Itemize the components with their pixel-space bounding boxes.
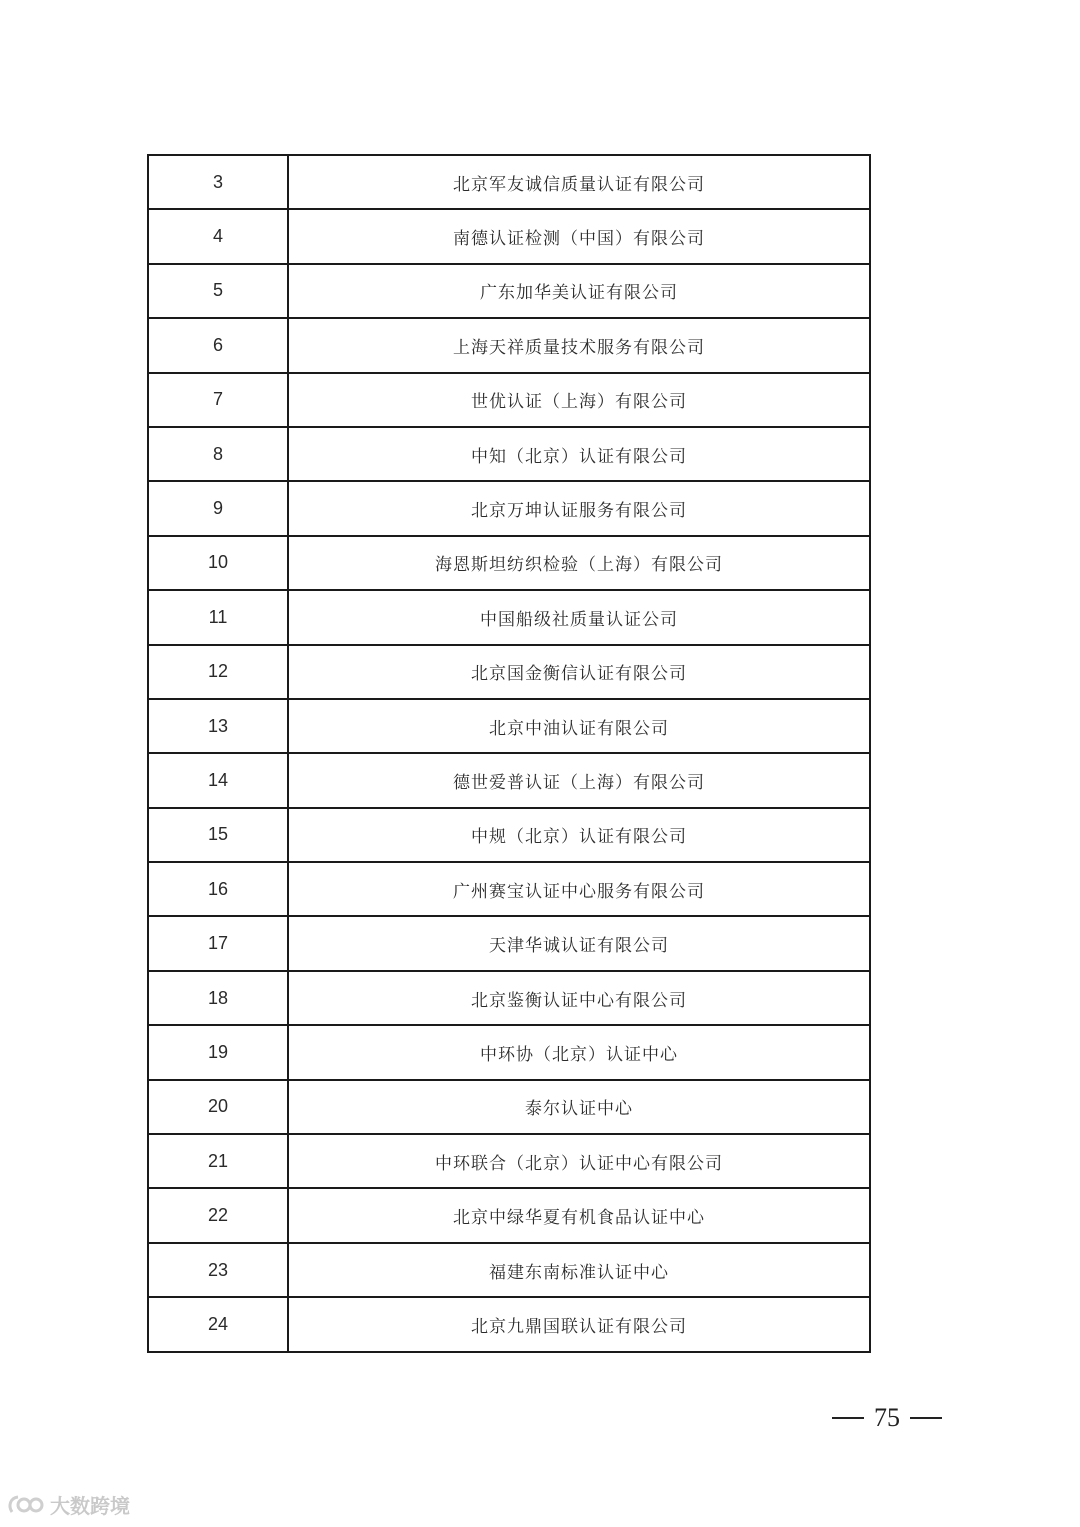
company-name: 中环协（北京）认证中心: [288, 1025, 870, 1079]
row-number: 15: [148, 808, 288, 862]
row-number: 13: [148, 699, 288, 753]
row-number: 5: [148, 264, 288, 318]
row-number: 14: [148, 753, 288, 807]
company-name: 北京中绿华夏有机食品认证中心: [288, 1188, 870, 1242]
table-row: [148, 590, 870, 644]
table-row: [148, 427, 870, 481]
row-number: 3: [148, 155, 288, 209]
table-row: [148, 1188, 870, 1242]
table-row: [148, 209, 870, 263]
table-row: [148, 481, 870, 535]
table-row: [148, 753, 870, 807]
page-number: [832, 1403, 942, 1433]
table-row: [148, 1080, 870, 1134]
row-number: 24: [148, 1297, 288, 1351]
table-row: [148, 1025, 870, 1079]
row-number: 12: [148, 645, 288, 699]
table-row: [148, 862, 870, 916]
row-number: 7: [148, 373, 288, 427]
table-row: [148, 1243, 870, 1297]
company-name: 上海天祥质量技术服务有限公司: [288, 318, 870, 372]
table-row: [148, 808, 870, 862]
company-name: 南德认证检测（中国）有限公司: [288, 209, 870, 263]
row-number: 10: [148, 536, 288, 590]
company-name: 中规（北京）认证有限公司: [288, 808, 870, 862]
company-name: 北京万坤认证服务有限公司: [288, 481, 870, 535]
row-number: 23: [148, 1243, 288, 1297]
table-row: [148, 318, 870, 372]
table-row: [148, 971, 870, 1025]
company-name: 北京国金衡信认证有限公司: [288, 645, 870, 699]
row-number: 16: [148, 862, 288, 916]
row-number: 17: [148, 916, 288, 970]
row-number: 4: [148, 209, 288, 263]
company-name: 世优认证（上海）有限公司: [288, 373, 870, 427]
table-body: [148, 155, 870, 1352]
table-row: [148, 536, 870, 590]
watermark-logo-icon: [6, 1492, 46, 1518]
row-number: 6: [148, 318, 288, 372]
page-number-left-dash: [832, 1417, 864, 1419]
table-row: [148, 155, 870, 209]
company-name: 广州赛宝认证中心服务有限公司: [288, 862, 870, 916]
company-name: 北京鉴衡认证中心有限公司: [288, 971, 870, 1025]
company-name: 中知（北京）认证有限公司: [288, 427, 870, 481]
table-row: [148, 1297, 870, 1351]
certification-body-table: [147, 154, 871, 1353]
watermark-text: 大数跨境: [50, 1494, 130, 1518]
company-name: 中国船级社质量认证公司: [288, 590, 870, 644]
company-name: 德世爱普认证（上海）有限公司: [288, 753, 870, 807]
company-name: 泰尔认证中心: [288, 1080, 870, 1134]
row-number: 8: [148, 427, 288, 481]
row-number: 9: [148, 481, 288, 535]
company-name: 中环联合（北京）认证中心有限公司: [288, 1134, 870, 1188]
page-number-value: 75: [874, 1403, 900, 1432]
company-name: 北京军友诚信质量认证有限公司: [288, 155, 870, 209]
table-row: [148, 645, 870, 699]
company-name: 广东加华美认证有限公司: [288, 264, 870, 318]
company-name: 天津华诚认证有限公司: [288, 916, 870, 970]
company-name: 福建东南标准认证中心: [288, 1243, 870, 1297]
company-name: 北京中油认证有限公司: [288, 699, 870, 753]
table-row: [148, 1134, 870, 1188]
table-row: [148, 699, 870, 753]
row-number: 11: [148, 590, 288, 644]
row-number: 21: [148, 1134, 288, 1188]
row-number: 18: [148, 971, 288, 1025]
table-row: [148, 264, 870, 318]
row-number: 19: [148, 1025, 288, 1079]
company-name: 北京九鼎国联认证有限公司: [288, 1297, 870, 1351]
row-number: 20: [148, 1080, 288, 1134]
table-row: [148, 373, 870, 427]
watermark: [6, 1490, 130, 1519]
company-name: 海恩斯坦纺织检验（上海）有限公司: [288, 536, 870, 590]
table-row: [148, 916, 870, 970]
page-number-right-dash: [910, 1417, 942, 1419]
row-number: 22: [148, 1188, 288, 1242]
